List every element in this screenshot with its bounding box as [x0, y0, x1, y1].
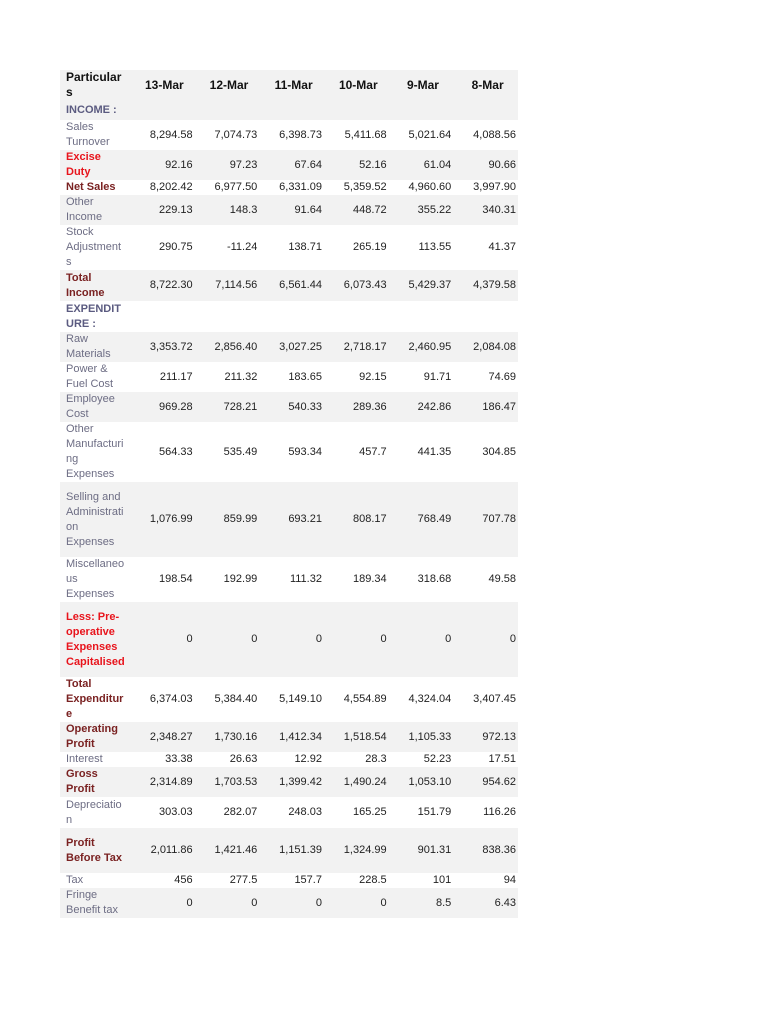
row-label: Stock Adjustment s [66, 226, 122, 268]
table-body [60, 100, 518, 918]
row-value: 211.17 [159, 370, 193, 383]
row-value: 265.19 [352, 241, 387, 253]
row-value: 17.51 [488, 753, 516, 765]
header-col: 11-Mar [274, 77, 313, 92]
row-value: 97.23 [229, 158, 258, 171]
row-value: 90.66 [488, 158, 516, 171]
row-value: 1,399.42 [279, 775, 322, 788]
table-row [60, 722, 518, 752]
row-value [453, 301, 518, 332]
row-value: 6.43 [494, 896, 516, 909]
table-row [60, 677, 518, 722]
row-value: 91.71 [423, 370, 452, 383]
row-label: Operating Profit [66, 723, 118, 750]
row-value: 1,412.34 [279, 730, 322, 743]
row-value: 186.47 [482, 400, 516, 413]
row-label: Less: Pre- operative Expenses Capitalised [66, 610, 125, 668]
row-value: 2,460.95 [408, 340, 452, 353]
row-label: Total Expenditur e [66, 678, 124, 720]
row-value: 6,331.09 [279, 181, 322, 193]
row-value: 49.58 [488, 573, 516, 585]
row-value: 8,294.58 [149, 128, 193, 141]
row-value [389, 301, 454, 332]
row-value: 972.13 [482, 730, 516, 743]
row-value: 318.68 [417, 573, 452, 585]
row-value: 41.37 [488, 241, 516, 253]
row-label: Other Manufacturi ng Expenses [66, 423, 124, 480]
row-label: EXPENDIT URE : [66, 302, 122, 330]
row-value: 289.36 [352, 400, 387, 413]
row-value: 6,073.43 [343, 279, 387, 291]
row-value: 2,084.08 [473, 340, 516, 353]
row-value: 7,114.56 [215, 279, 258, 291]
table-row [60, 120, 518, 150]
row-value [130, 301, 195, 332]
row-value: 1,703.53 [214, 775, 258, 788]
row-value [259, 100, 324, 120]
row-value: 1,324.99 [343, 844, 387, 856]
row-value: 165.25 [352, 806, 387, 818]
table-row [60, 150, 518, 180]
table-row [60, 797, 518, 828]
row-value: 1,053.10 [408, 775, 452, 788]
row-value: 3,997.90 [473, 181, 516, 193]
row-value: 6,561.44 [279, 279, 322, 291]
row-value: 707.78 [482, 513, 516, 525]
table-row [60, 482, 518, 557]
row-value: 151.79 [417, 806, 452, 818]
row-value: 33.38 [165, 753, 193, 765]
row-value: 954.62 [482, 775, 516, 788]
row-value: 1,151.39 [279, 844, 322, 856]
row-value: 189.34 [352, 573, 387, 585]
row-value: 5,359.52 [343, 181, 387, 193]
row-value: 138.71 [288, 241, 322, 253]
table-row [60, 602, 518, 677]
table-row [60, 301, 518, 332]
row-value: 303.03 [159, 806, 193, 818]
row-value: 8.5 [435, 896, 452, 909]
row-value: 355.22 [417, 203, 452, 216]
row-value: 183.65 [288, 370, 322, 383]
row-value: 229.13 [159, 203, 193, 216]
row-value: 2,718.17 [343, 340, 387, 353]
row-value: 1,421.46 [214, 844, 258, 856]
row-value: 7,074.73 [214, 128, 258, 141]
row-value: 859.99 [223, 513, 258, 525]
row-value [324, 301, 389, 332]
row-value: 535.49 [223, 445, 258, 458]
row-value: 441.35 [417, 445, 452, 458]
row-value: 5,411.68 [344, 128, 387, 141]
row-value: 8,722.30 [149, 279, 193, 291]
row-label: Tax [66, 874, 84, 886]
row-value: 0 [251, 896, 258, 909]
row-value: 564.33 [159, 445, 193, 458]
header-col: 9-Mar [406, 77, 439, 92]
table-row [60, 100, 518, 120]
row-value: 0 [380, 896, 387, 909]
row-label: Miscellaneo us Expenses [66, 558, 125, 600]
row-value: 1,105.33 [408, 730, 452, 743]
row-value: 277.5 [229, 874, 258, 886]
row-value: 768.49 [417, 513, 452, 525]
row-value: 304.85 [482, 445, 516, 458]
row-value: 61.04 [423, 158, 452, 171]
row-value [453, 100, 518, 120]
row-value: 2,348.27 [149, 730, 193, 743]
row-value: 52.23 [423, 753, 452, 765]
row-value [195, 301, 260, 332]
table-row [60, 392, 518, 422]
row-value: 4,379.58 [473, 279, 516, 291]
row-value: 4,088.56 [473, 128, 516, 141]
table-row [60, 557, 518, 602]
row-label: Power & Fuel Cost [66, 363, 114, 390]
row-value: 4,554.89 [343, 693, 387, 705]
row-label: Raw Materials [66, 333, 111, 360]
row-label: Sales Turnover [66, 121, 110, 148]
financial-table [60, 70, 518, 918]
row-value: -11.24 [226, 241, 258, 253]
table-row [60, 225, 518, 270]
row-value: 148.3 [229, 203, 258, 216]
row-value: 6,374.03 [149, 693, 193, 705]
row-value: 242.86 [417, 400, 452, 413]
row-value: 192.99 [223, 573, 258, 585]
row-label: Interest [66, 753, 103, 765]
row-value: 593.34 [288, 445, 322, 458]
row-value: 3,353.72 [149, 340, 193, 353]
table-row [60, 828, 518, 873]
row-value: 0 [509, 633, 516, 645]
row-value: 92.15 [359, 370, 387, 383]
row-value [130, 100, 195, 120]
row-value: 94 [503, 874, 516, 886]
header-col: 12-Mar [209, 77, 249, 92]
row-value: 6,398.73 [279, 128, 322, 141]
row-label: Depreciatio n [66, 798, 122, 826]
row-value: 8,202.42 [149, 181, 193, 193]
row-value: 340.31 [482, 203, 516, 216]
row-value: 3,027.25 [279, 340, 322, 353]
row-label: Other Income [66, 196, 103, 223]
row-value: 1,076.99 [149, 513, 193, 525]
row-value [259, 301, 324, 332]
row-value: 111.32 [289, 573, 322, 585]
table-row [60, 422, 518, 482]
row-value: 67.64 [294, 158, 322, 171]
row-value: 52.16 [359, 158, 387, 171]
table-row [60, 332, 518, 362]
row-value: 228.5 [359, 874, 387, 886]
row-value: 5,384.40 [214, 693, 258, 705]
row-value: 456 [174, 874, 193, 886]
header-particulars: Particulars [66, 70, 122, 99]
row-value: 901.31 [417, 844, 452, 856]
table-row [60, 752, 518, 767]
row-value: 448.72 [352, 203, 387, 216]
row-value: 2,856.40 [214, 340, 258, 353]
row-value: 157.7 [294, 874, 322, 886]
row-value: 1,730.16 [214, 730, 258, 743]
row-value: 1,490.24 [343, 775, 387, 788]
row-value: 808.17 [352, 513, 387, 525]
table-row [60, 270, 518, 301]
header-col: 8-Mar [471, 77, 504, 92]
row-value: 457.7 [359, 445, 387, 458]
row-value: 248.03 [288, 806, 322, 818]
row-value: 91.64 [294, 203, 322, 216]
row-value: 969.28 [159, 400, 193, 413]
row-value: 4,324.04 [408, 693, 452, 705]
row-value: 838.36 [482, 844, 516, 856]
row-value: 282.07 [223, 806, 258, 818]
row-value: 2,011.86 [150, 844, 193, 856]
row-label: Gross Profit [66, 768, 98, 795]
row-label: Net Sales [66, 181, 116, 193]
row-value: 92.16 [165, 158, 193, 171]
row-value [195, 100, 260, 120]
header-col: 10-Mar [338, 77, 378, 92]
row-value: 0 [186, 633, 193, 645]
row-label: Profit Before Tax [66, 836, 123, 864]
row-label: Selling and Administrati on Expenses [66, 490, 124, 548]
row-label: Total Income [66, 271, 105, 299]
row-value: 28.3 [365, 753, 387, 765]
row-value: 4,960.60 [408, 181, 452, 193]
row-value: 74.69 [488, 370, 516, 383]
row-value: 101 [432, 874, 452, 886]
table-row [60, 888, 518, 918]
table-row [60, 362, 518, 392]
row-value: 540.33 [288, 400, 322, 413]
row-value: 0 [380, 633, 387, 645]
row-value: 113.55 [418, 241, 452, 253]
row-value: 693.21 [288, 513, 322, 525]
table-row [60, 180, 518, 195]
row-value: 5,021.64 [408, 128, 452, 141]
table-row [60, 767, 518, 797]
row-value: 5,149.10 [279, 693, 322, 705]
header-row [60, 70, 518, 100]
row-value: 0 [315, 633, 322, 645]
row-value: 116.26 [483, 806, 516, 818]
row-label: Fringe Benefit tax [66, 889, 118, 916]
row-value: 0 [445, 633, 452, 645]
row-value [389, 100, 454, 120]
row-value: 728.21 [223, 400, 258, 413]
row-value: 290.75 [159, 241, 193, 253]
row-value: 5,429.37 [408, 279, 452, 291]
table-row [60, 873, 518, 888]
row-value: 0 [251, 633, 258, 645]
row-value: 211.32 [224, 370, 258, 383]
row-value: 3,407.45 [473, 693, 516, 705]
row-label: Excise Duty [66, 151, 101, 178]
row-label: Employee Cost [66, 393, 115, 420]
row-value [324, 100, 389, 120]
row-value: 0 [315, 896, 322, 909]
row-value: 26.63 [229, 753, 258, 765]
table-row [60, 195, 518, 225]
header-col: 13-Mar [144, 77, 184, 92]
row-value: 1,518.54 [343, 730, 387, 743]
row-value: 12.92 [294, 753, 322, 765]
row-value: 0 [186, 896, 193, 909]
row-value: 6,977.50 [214, 181, 258, 193]
row-value: 2,314.89 [149, 775, 193, 788]
row-value: 198.54 [159, 573, 193, 585]
row-label: INCOME : [66, 103, 117, 116]
